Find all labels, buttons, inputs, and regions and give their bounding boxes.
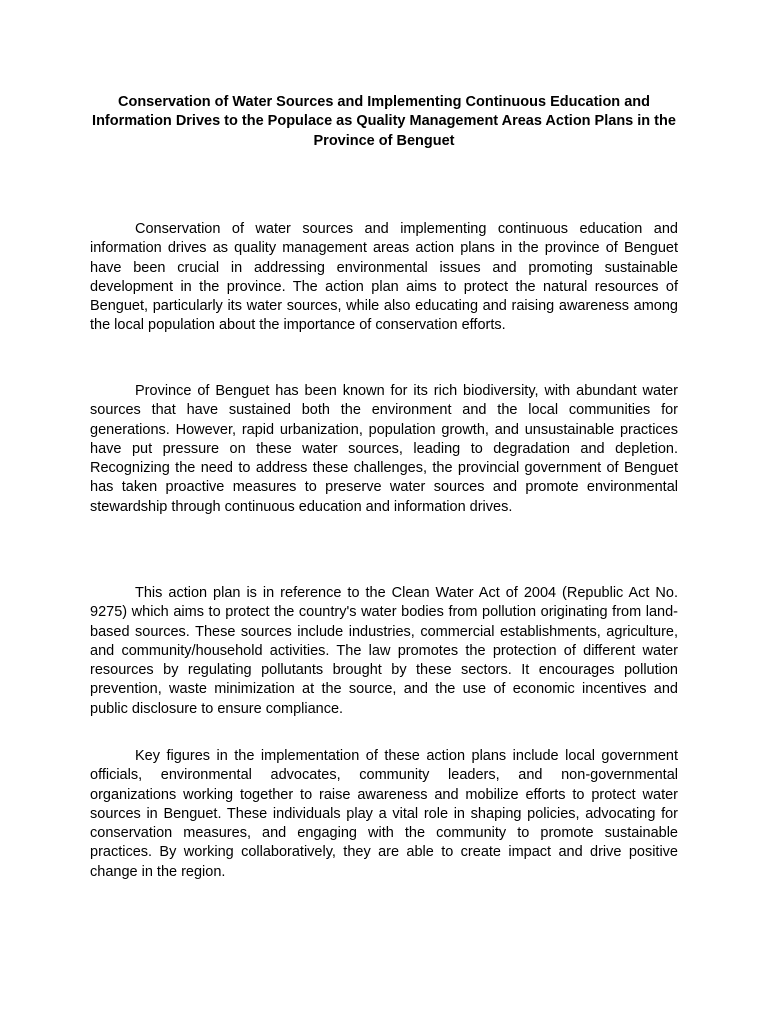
document-title: Conservation of Water Sources and Implementing Continuous Education and Information Drives to the Populace as Quality Management Areas Action Plans in the Province of Benguet (92, 94, 676, 149)
paragraph-legal-reference: This action plan is in reference to the Clean Water Act of 2004 (Republic Act No. 9275) which aims to protect the country's water bodies from pollution originating from land-based sources. These sources include industries, commercial establishments, agriculture, and community/household activities. The law promotes the protection of different water resources by regulating pollutants brought by these sectors. It encourages pollution prevention, waste minimization at the source, and the use of economic incentives and public disclosure to ensure compliance. (90, 585, 678, 717)
paragraph-background: Province of Benguet has been known for its rich biodiversity, with abundant water sources that have sustained both the environment and the local communities for generations. However, rapid urbanization, population growth, and unsustainable practices have put pressure on these water sources, leading to degradation and depletion. Recognizing the need to address these challenges, the provincial government of Benguet has taken proactive measures to preserve water sources and promote environmental stewardship through continuous education and information drives. (90, 383, 678, 515)
paragraph-key-figures: Key figures in the implementation of these action plans include local government officials, environmental advocates, community leaders, and non-governmental organizations working together to raise awareness and mobilize efforts to protect water sources in Benguet. These individuals play a vital role in shaping policies, advocating for conservation measures, and engaging with the community to promote sustainable practices. By working collaboratively, they are able to create impact and drive positive change in the region. (90, 748, 678, 880)
paragraph-introduction: Conservation of water sources and implementing continuous education and information drives as quality management areas action plans in the province of Benguet have been crucial in addressing environmental issues and promoting sustainable development in the province. The action plan aims to protect the natural resources of Benguet, particularly its water sources, while also educating and raising awareness among the local population about the importance of conservation efforts. (90, 221, 678, 334)
